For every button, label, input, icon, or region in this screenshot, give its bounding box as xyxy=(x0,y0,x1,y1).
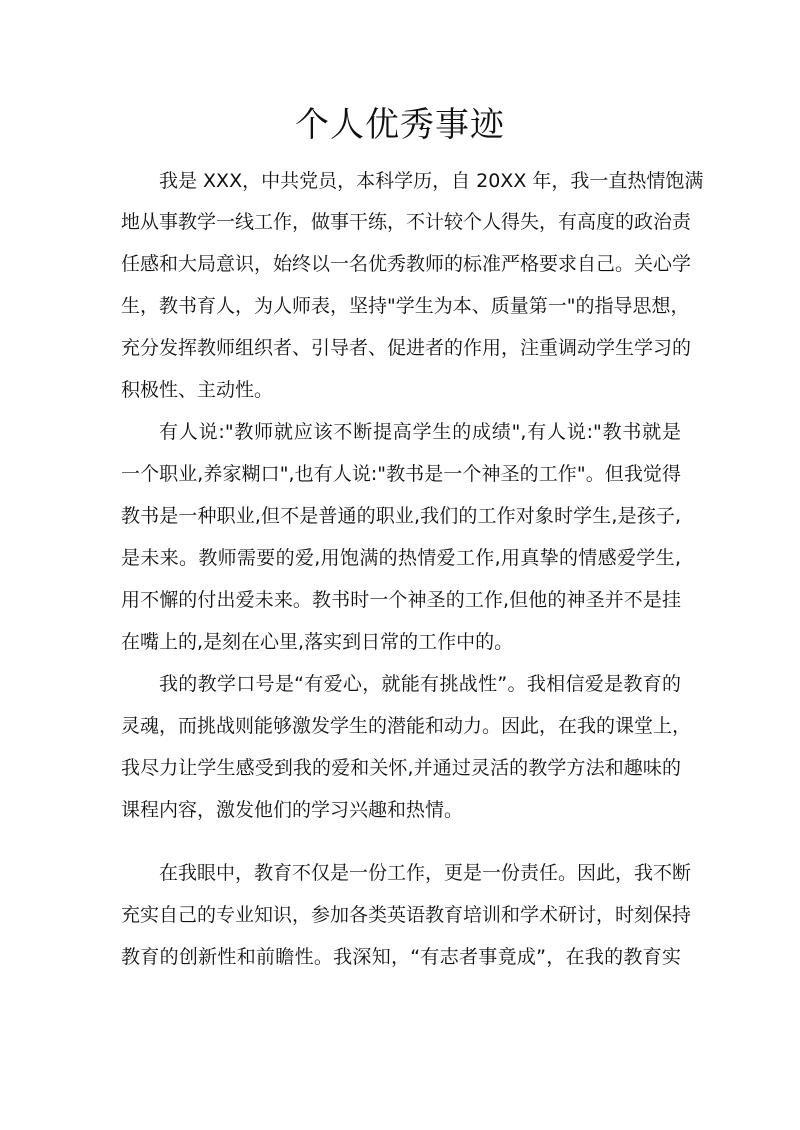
paragraph-3-line-3: 我尽力让学生感受到我的爱和关怀,并通过灵活的教学方法和趣味的 xyxy=(121,757,681,779)
paragraph-1-line-1: 我是 XXX，中共党员，本科学历，自 20XX 年，我一直热情饱满 xyxy=(159,170,704,192)
paragraph-3-line-1: 我的教学口号是“有爱心，就能有挑战性”。我相信爱是教育的 xyxy=(159,673,681,695)
paragraph-2-line-4: 是未来。教师需要的爱,用饱满的热情爱工作,用真挚的情感爱学生, xyxy=(121,547,681,569)
paragraph-2-line-1: 有人说:"教师就应该不断提高学生的成绩",有人说:"教书就是 xyxy=(159,421,681,443)
paragraph-1-line-4: 生，教书育人，为人师表，坚持"学生为本、质量第一"的指导思想， xyxy=(121,295,690,317)
paragraph-4-line-1: 在我眼中，教育不仅是一份工作，更是一份责任。因此，我不断 xyxy=(159,862,692,884)
document-title: 个人优秀事迹 xyxy=(295,105,505,145)
paragraph-2-line-5: 用不懈的付出爱未来。教书时一个神圣的工作,但他的神圣并不是挂 xyxy=(121,589,681,611)
paragraph-2-line-6: 在嘴上的,是刻在心里,落实到日常的工作中的。 xyxy=(121,631,514,653)
paragraph-2-line-2: 一个职业,养家糊口",也有人说:"教书是一个神圣的工作"。但我觉得 xyxy=(121,463,681,485)
paragraph-1-line-2: 地从事教学一线工作，做事干练，不计较个人得失，有高度的政治责 xyxy=(121,211,692,233)
paragraph-3-line-4: 课程内容，激发他们的学习兴趣和热情。 xyxy=(121,799,464,821)
paragraph-3-line-2: 灵魂，而挑战则能够激发学生的潜能和动力。因此，在我的课堂上， xyxy=(121,715,692,737)
paragraph-2-line-3: 教书是一种职业,但不是普通的职业,我们的工作对象时学生,是孩子, xyxy=(121,505,681,527)
paragraph-1-line-6: 积极性、主动性。 xyxy=(121,379,274,401)
paragraph-1-line-5: 充分发挥教师组织者、引导者、促进者的作用，注重调动学生学习的 xyxy=(121,337,692,359)
paragraph-4-line-2: 充实自己的专业知识，参加各类英语教育培训和学术研讨，时刻保持 xyxy=(121,904,692,926)
paragraph-4-line-3: 教育的创新性和前瞻性。我深知，“有志者事竟成”，在我的教育实 xyxy=(121,946,681,968)
paragraph-1-line-3: 任感和大局意识，始终以一名优秀教师的标准严格要求自己。关心学 xyxy=(121,253,692,275)
